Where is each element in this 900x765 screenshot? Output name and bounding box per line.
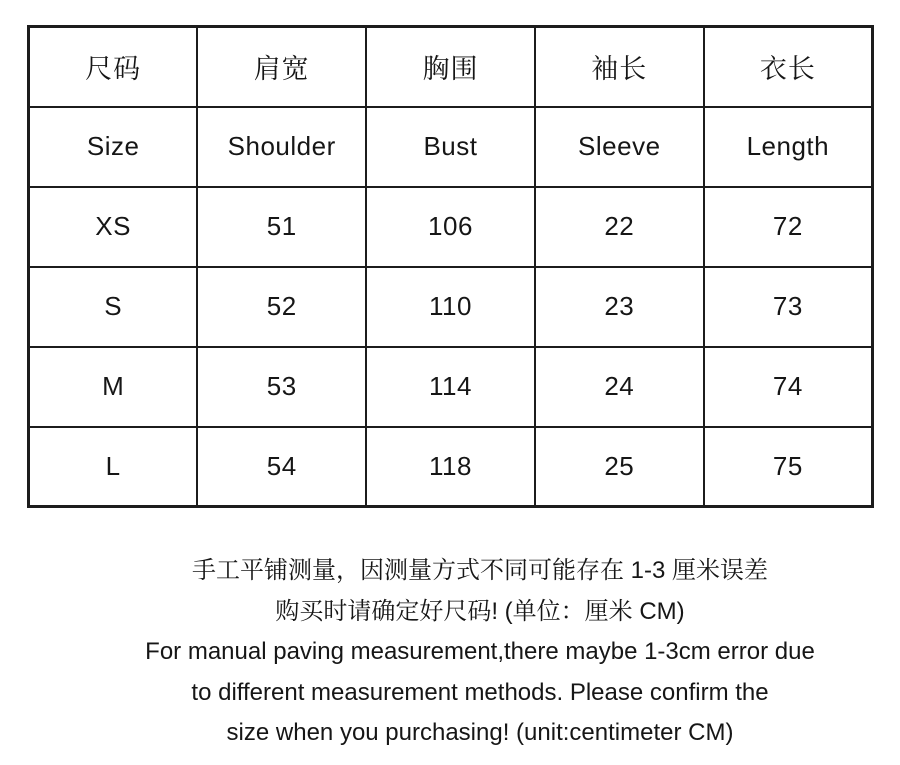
header-cell-bust-en: Bust xyxy=(366,107,535,187)
cell-size: S xyxy=(29,267,198,347)
cell-length: 74 xyxy=(704,347,873,427)
note-line-en-2: to different measurement methods. Please confirm the xyxy=(191,678,769,706)
measurement-notes xyxy=(60,551,900,754)
cell-size: XS xyxy=(29,187,198,267)
cell-sleeve: 24 xyxy=(535,347,704,427)
cell-length: 75 xyxy=(704,427,873,507)
note-line-zh-2: 购买时请确定好尺码! (单位：厘米 CM) xyxy=(275,597,685,625)
cell-shoulder: 54 xyxy=(197,427,366,507)
table-header-row-zh xyxy=(29,27,873,107)
cell-size: M xyxy=(29,347,198,427)
header-cell-length-en: Length xyxy=(704,107,873,187)
cell-length: 73 xyxy=(704,267,873,347)
table-row-s xyxy=(29,267,873,347)
cell-sleeve: 25 xyxy=(535,427,704,507)
header-cell-bust-zh: 胸围 xyxy=(366,27,535,107)
size-chart-table xyxy=(27,25,874,508)
table-header-row-en xyxy=(29,107,873,187)
note-line-en-1: For manual paving measurement,there maybe 1-3cm error due xyxy=(145,638,815,665)
cell-length: 72 xyxy=(704,187,873,267)
cell-sleeve: 23 xyxy=(535,267,704,347)
cell-size: L xyxy=(29,427,198,507)
table-row-xs xyxy=(29,187,873,267)
cell-shoulder: 51 xyxy=(197,187,366,267)
header-cell-shoulder-zh: 肩宽 xyxy=(197,27,366,107)
note-line-zh-1: 手工平铺测量，因测量方式不同可能存在 1-3 厘米误差 xyxy=(191,557,769,584)
note-line-en-3: size when you purchasing! (unit:centimeter CM) xyxy=(226,719,734,746)
table-row-m xyxy=(29,347,873,427)
cell-shoulder: 53 xyxy=(197,347,366,427)
header-cell-sleeve-en: Sleeve xyxy=(535,107,704,187)
header-cell-length-zh: 衣长 xyxy=(704,27,873,107)
cell-bust: 110 xyxy=(366,267,535,347)
header-cell-size-en: Size xyxy=(29,107,198,187)
table-row-l xyxy=(29,427,873,507)
cell-bust: 106 xyxy=(366,187,535,267)
cell-shoulder: 52 xyxy=(197,267,366,347)
cell-bust: 114 xyxy=(366,347,535,427)
cell-sleeve: 22 xyxy=(535,187,704,267)
header-cell-sleeve-zh: 袖长 xyxy=(535,27,704,107)
cell-bust: 118 xyxy=(366,427,535,507)
header-cell-size-zh: 尺码 xyxy=(29,27,198,107)
header-cell-shoulder-en: Shoulder xyxy=(197,107,366,187)
